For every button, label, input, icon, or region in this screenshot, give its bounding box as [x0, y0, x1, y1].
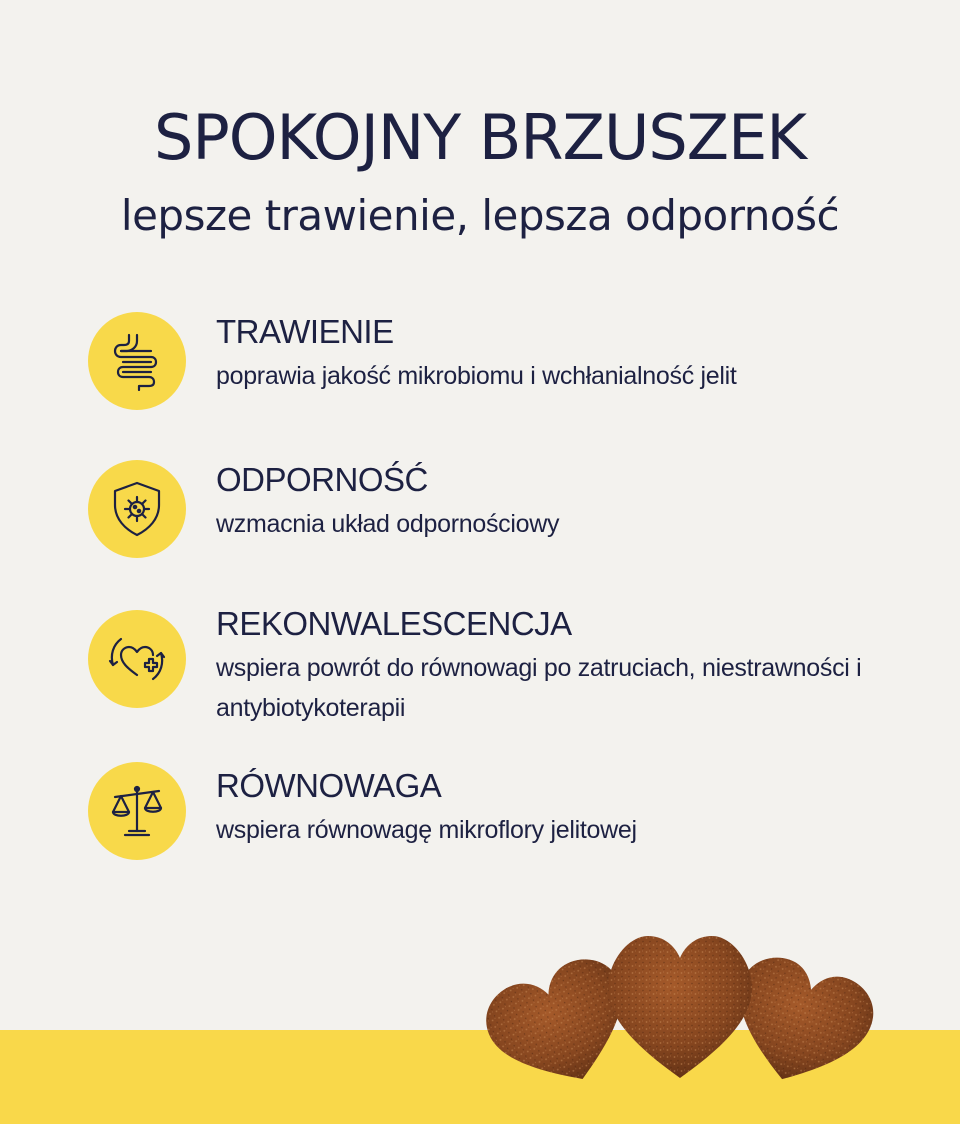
feature-title: ODPORNOŚĆ: [216, 461, 428, 498]
feature-description: wspiera powrót do równowagi po zatruciach, niestrawności i antybiotykoterapii: [216, 654, 862, 722]
heart-treats-image: [482, 928, 878, 1088]
treat-middle: [608, 936, 752, 1078]
balance-scale-icon: [88, 762, 186, 860]
feature-title: TRAWIENIE: [216, 313, 394, 350]
heart-recovery-icon: [88, 610, 186, 708]
feature-title: REKONWALESCENCJA: [216, 605, 572, 642]
shield-virus-icon: [88, 460, 186, 558]
feature-title: RÓWNOWAGA: [216, 767, 442, 804]
page-subtitle: lepsze trawienie, lepsza odporność: [120, 191, 840, 240]
intestine-icon: [88, 312, 186, 410]
feature-description: poprawia jakość mikrobiomu i wchłanialność jelit: [216, 362, 737, 390]
feature-description: wspiera równowagę mikroflory jelitowej: [216, 816, 637, 844]
feature-description: wzmacnia układ odpornościowy: [216, 510, 560, 538]
page-title: SPOKOJNY BRZUSZEK: [154, 101, 806, 174]
